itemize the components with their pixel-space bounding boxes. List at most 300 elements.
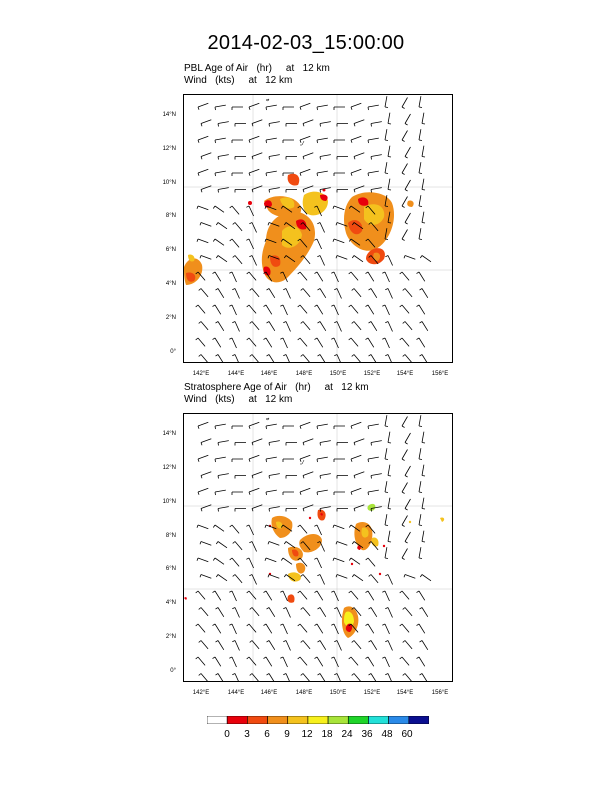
wind-barb <box>336 256 347 260</box>
wind-barb <box>419 514 422 525</box>
wind-barb <box>420 674 428 682</box>
wind-barb <box>246 558 253 568</box>
panel2-xtick: 144°E <box>227 690 245 696</box>
wind-barb <box>403 608 412 616</box>
wind-barb <box>368 138 379 143</box>
wind-barb <box>368 490 379 495</box>
wind-barb <box>417 338 425 347</box>
wind-barb <box>300 488 310 495</box>
wind-barb <box>232 173 243 176</box>
wind-barb <box>298 338 307 346</box>
wind-barb <box>264 305 272 314</box>
wind-barb <box>200 223 211 227</box>
wind-barb <box>213 525 224 531</box>
wind-barb <box>405 532 411 543</box>
wind-barb <box>266 424 277 429</box>
colorbar-swatch <box>409 716 429 724</box>
wind-barb <box>300 136 310 143</box>
wind-barb <box>300 169 310 176</box>
wind-barb <box>419 228 422 239</box>
wind-barb <box>385 448 388 459</box>
wind-barb <box>334 173 345 176</box>
wind-barb <box>215 138 226 143</box>
wind-barb <box>213 591 221 600</box>
wind-barb <box>403 289 412 297</box>
wind-barb <box>334 459 345 462</box>
panel1-ytick: 6°N <box>165 247 176 253</box>
wind-barb <box>252 505 262 512</box>
wind-barb <box>402 483 408 494</box>
wind-barb <box>246 206 253 216</box>
wind-barb <box>252 120 262 127</box>
wind-barb <box>317 575 324 585</box>
wind-barb <box>230 239 239 247</box>
wind-barb <box>402 417 408 428</box>
panel2-xtick: 154°E <box>396 690 414 696</box>
wind-barb <box>402 197 408 208</box>
wind-barb <box>320 122 331 127</box>
wind-barb <box>402 98 408 109</box>
wind-barb <box>232 322 239 332</box>
wind-barb <box>318 289 326 298</box>
wind-barb <box>230 525 239 533</box>
wind-barb <box>385 608 392 618</box>
wind-barb <box>198 455 208 462</box>
wind-barb <box>267 355 275 363</box>
wind-barb <box>385 96 388 107</box>
wind-barb <box>303 439 313 446</box>
wind-barb <box>201 186 211 193</box>
panel1-ytick: 8°N <box>165 213 176 219</box>
wind-barb <box>352 322 361 330</box>
wind-barb <box>420 256 431 262</box>
wind-barb <box>232 459 243 462</box>
wind-barb <box>422 212 425 223</box>
wind-barb <box>215 424 226 429</box>
wind-barb <box>283 492 294 495</box>
wind-barb <box>199 608 208 616</box>
wind-barb <box>351 488 361 495</box>
wind-barb <box>246 239 253 249</box>
wind-barb <box>388 531 391 542</box>
panel1-xtick: 150°E <box>329 371 347 377</box>
wind-barb <box>366 591 374 600</box>
wind-barb <box>402 164 408 175</box>
wind-barb <box>349 305 358 313</box>
wind-barb <box>197 239 208 243</box>
wind-barb <box>334 674 341 682</box>
wind-barb <box>235 476 246 479</box>
wind-barb <box>250 289 259 297</box>
wind-barb <box>303 472 313 479</box>
wind-barb <box>354 120 364 127</box>
wind-barb <box>420 575 431 581</box>
wind-barb <box>331 338 338 348</box>
wind-barb <box>301 608 310 616</box>
wind-barb <box>337 124 348 127</box>
panel1-title-line2: Wind (kts) at 12 km <box>184 75 293 86</box>
wind-barb <box>351 455 361 462</box>
wind-barb <box>269 441 280 446</box>
wind-barb <box>388 498 391 509</box>
wind-barb <box>388 146 391 157</box>
colorbar-label: 12 <box>301 729 313 740</box>
wind-barb <box>315 305 323 314</box>
wind-barb <box>264 591 272 600</box>
wind-barb <box>264 338 272 347</box>
colorbar-label: 0 <box>224 729 230 740</box>
wind-barb <box>334 426 345 429</box>
wind-barb <box>318 322 326 331</box>
wind-barb <box>269 122 280 127</box>
wind-barb <box>300 103 310 110</box>
wind-barb <box>298 272 307 280</box>
wind-barb <box>315 338 323 347</box>
wind-barb <box>318 674 326 682</box>
panel2-ytick: 2°N <box>165 634 176 640</box>
wind-barb <box>419 547 422 558</box>
wind-barb <box>331 591 338 601</box>
wind-barb <box>354 186 364 193</box>
wind-barb <box>301 322 310 330</box>
wind-barb <box>232 674 239 682</box>
wind-barb <box>417 657 425 666</box>
wind-barb <box>314 525 321 535</box>
wind-barb <box>336 575 347 579</box>
wind-barb <box>419 162 422 173</box>
wind-barb <box>420 355 428 363</box>
wind-barb <box>419 481 422 492</box>
wind-barb <box>213 657 221 666</box>
wind-barb <box>196 657 205 665</box>
wind-barb <box>283 322 290 332</box>
wind-barb <box>199 289 208 297</box>
wind-barb <box>301 641 310 649</box>
wind-barb <box>213 305 221 314</box>
wind-barb <box>298 624 307 632</box>
wind-barb <box>385 481 388 492</box>
wind-barb <box>320 474 331 479</box>
panel2-svg <box>184 414 452 681</box>
wind-barb <box>403 355 412 363</box>
wind-barb <box>371 474 382 479</box>
wind-barb <box>229 624 236 634</box>
wind-barb <box>317 105 328 110</box>
wind-barb <box>400 272 409 280</box>
panel2-ytick: 14°N <box>162 431 176 437</box>
wind-barb <box>419 195 422 206</box>
wind-barb <box>266 457 277 462</box>
wind-barb <box>354 505 364 512</box>
wind-barb <box>216 641 224 650</box>
wind-barb <box>269 155 280 160</box>
wind-barb <box>252 472 262 479</box>
wind-barb <box>264 657 272 666</box>
wind-barb <box>385 674 392 682</box>
wind-barb <box>417 272 425 281</box>
wind-barb <box>247 591 256 599</box>
wind-barb <box>269 507 280 512</box>
wind-barb <box>216 674 224 682</box>
wind-barb <box>199 322 208 330</box>
wind-barb <box>250 355 259 363</box>
colorbar-label: 9 <box>284 729 290 740</box>
panel2-title-line2: Wind (kts) at 12 km <box>184 394 293 405</box>
wind-barb <box>419 415 422 426</box>
wind-barb <box>337 190 348 193</box>
wind-barb <box>216 223 227 229</box>
wind-barb <box>366 558 375 566</box>
colorbar-label: 3 <box>244 729 250 740</box>
wind-barb <box>400 305 409 313</box>
wind-barb <box>229 338 236 348</box>
colorbar-label: 48 <box>381 729 393 740</box>
wind-barb <box>349 272 358 280</box>
wind-barb <box>382 338 389 348</box>
colorbar-label: 6 <box>264 729 270 740</box>
wind-barb <box>320 155 331 160</box>
wind-barb <box>232 355 239 363</box>
wind-barb <box>286 476 297 479</box>
wind-barb <box>249 422 259 429</box>
wind-barb <box>334 289 341 299</box>
wind-barb <box>249 136 259 143</box>
colorbar-svg <box>207 716 429 724</box>
wind-barb <box>298 525 307 533</box>
panel2-map <box>183 413 453 682</box>
wind-barb <box>337 509 348 512</box>
wind-barb <box>349 591 358 599</box>
wind-barb <box>267 322 275 331</box>
wind-barb <box>197 206 208 210</box>
wind-barb <box>233 542 242 550</box>
wind-barb <box>281 558 292 564</box>
wind-barb <box>420 608 428 617</box>
wind-barb <box>280 657 287 667</box>
wind-barb <box>368 457 379 462</box>
wind-barb <box>232 492 243 495</box>
wind-barb <box>334 641 341 651</box>
wind-barb <box>249 455 259 462</box>
panel1-map <box>183 94 453 363</box>
wind-barb <box>298 305 307 313</box>
wind-barb <box>404 575 415 579</box>
wind-barb <box>331 272 338 282</box>
wind-barb <box>230 206 239 214</box>
wind-barb <box>196 624 205 632</box>
colorbar-swatch <box>348 716 368 724</box>
wind-barb <box>283 674 290 682</box>
wind-barb <box>366 657 374 666</box>
wind-barb <box>196 591 205 599</box>
colorbar-swatch <box>308 716 328 724</box>
wind-barb <box>235 443 246 446</box>
colorbar <box>207 716 429 724</box>
wind-barb <box>351 136 361 143</box>
wind-barb <box>229 591 236 601</box>
colorbar-swatch <box>368 716 388 724</box>
wind-barb <box>388 113 391 124</box>
wind-barb <box>280 338 287 348</box>
wind-barb <box>218 507 229 512</box>
wind-barb <box>198 136 208 143</box>
wind-barb <box>199 641 208 649</box>
wind-barb <box>349 657 358 665</box>
wind-barb <box>419 448 422 459</box>
wind-barb <box>216 289 224 298</box>
wind-barb <box>334 492 345 495</box>
wind-barb <box>315 657 323 666</box>
wind-barb <box>198 103 208 110</box>
wind-barb <box>331 305 338 315</box>
colorbar-label: 60 <box>401 729 413 740</box>
wind-barb <box>232 426 243 429</box>
wind-barb <box>265 558 276 562</box>
wind-barb <box>247 305 256 313</box>
wind-barb <box>284 542 295 548</box>
wind-barb <box>369 289 377 298</box>
wind-barb <box>388 465 391 476</box>
wind-barb <box>232 289 239 299</box>
wind-barb <box>198 422 208 429</box>
panel2-title-line1: Stratosphere Age of Air (hr) at 12 km <box>184 382 369 393</box>
wind-barb <box>247 657 256 665</box>
wind-barb <box>286 190 297 193</box>
wind-barb <box>366 272 374 281</box>
wind-barb <box>229 272 236 282</box>
wind-barb <box>218 122 229 127</box>
wind-barb <box>201 472 211 479</box>
wind-barb <box>422 432 425 443</box>
wind-barb <box>371 188 382 193</box>
colorbar-swatch <box>328 716 348 724</box>
wind-barb <box>283 107 294 110</box>
wind-barb <box>196 305 205 313</box>
colorbar-swatch <box>247 716 267 724</box>
wind-barb <box>230 558 239 566</box>
panel2-xtick: 146°E <box>260 690 278 696</box>
panel2-xtick: 148°E <box>295 690 313 696</box>
wind-barb <box>403 322 412 330</box>
wind-barb <box>351 422 361 429</box>
wind-barb <box>317 171 328 176</box>
wind-barb <box>215 105 226 110</box>
wind-barb <box>232 641 239 651</box>
panel2-xtick: 142°E <box>192 690 210 696</box>
wind-barb <box>213 272 221 281</box>
wind-barb <box>250 322 259 330</box>
wind-barb <box>405 499 411 510</box>
wind-barb <box>246 525 253 535</box>
wind-barb <box>229 657 236 667</box>
wind-barb <box>303 505 313 512</box>
panel1-svg <box>184 95 452 362</box>
wind-barb <box>420 641 428 650</box>
wind-barb <box>252 186 262 193</box>
wind-barb <box>283 140 294 143</box>
wind-barb <box>405 114 411 125</box>
wind-barb <box>298 591 307 599</box>
wind-barb <box>405 180 411 191</box>
panel2-ytick: 12°N <box>162 465 176 471</box>
wind-barb <box>250 641 259 649</box>
wind-barb <box>249 169 259 176</box>
wind-barb <box>300 455 310 462</box>
wind-barb <box>369 575 378 583</box>
wind-barb <box>213 206 224 212</box>
wind-barb <box>266 105 277 110</box>
wind-barb <box>315 624 323 633</box>
wind-barb <box>419 96 422 107</box>
wind-barb <box>267 608 275 617</box>
wind-barb <box>422 179 425 190</box>
wind-barb <box>402 131 408 142</box>
wind-barb <box>371 155 382 160</box>
wind-barb <box>405 213 411 224</box>
wind-barb <box>382 657 389 667</box>
wind-barb <box>417 305 425 314</box>
wind-barb <box>300 422 310 429</box>
wind-barb <box>402 549 408 560</box>
wind-barb <box>286 443 297 446</box>
wind-barb <box>354 439 364 446</box>
wind-barb <box>422 465 425 476</box>
wind-barb <box>317 424 328 429</box>
wind-barb <box>349 338 358 346</box>
wind-barb <box>336 542 347 546</box>
wind-barb <box>334 608 341 618</box>
wind-barb <box>400 338 409 346</box>
wind-barb <box>213 338 221 347</box>
wind-barb <box>403 674 412 682</box>
wind-barb <box>283 459 294 462</box>
wind-barb <box>317 223 324 233</box>
wind-barb <box>235 509 246 512</box>
wind-barb <box>280 624 287 634</box>
wind-barb <box>318 641 326 650</box>
colorbar-label: 24 <box>341 729 353 740</box>
wind-barb <box>351 169 361 176</box>
panel1-xtick: 142°E <box>192 371 210 377</box>
wind-barb <box>385 415 388 426</box>
wind-barb <box>283 426 294 429</box>
wind-barb <box>301 674 310 682</box>
wind-barb <box>349 558 360 564</box>
wind-barb <box>318 608 326 617</box>
wind-barb <box>354 153 364 160</box>
wind-barb <box>216 608 224 617</box>
wind-barb <box>218 188 229 193</box>
wind-barb <box>250 608 259 616</box>
wind-barb <box>352 575 363 581</box>
wind-barb <box>286 157 297 160</box>
wind-barb <box>420 322 428 331</box>
panel1-gridlines <box>184 95 452 362</box>
wind-barb <box>269 474 280 479</box>
panel1-title-line1: PBL Age of Air (hr) at 12 km <box>184 63 330 74</box>
wind-barb <box>318 355 326 363</box>
wind-barb <box>252 153 262 160</box>
wind-barb <box>333 206 344 210</box>
wind-barb <box>337 476 348 479</box>
wind-barb <box>405 433 411 444</box>
wind-barb <box>232 608 239 618</box>
wind-barb <box>388 432 391 443</box>
wind-barb <box>314 239 321 249</box>
wind-barb <box>352 674 361 682</box>
panel2-ytick: 4°N <box>165 600 176 606</box>
wind-barb <box>422 498 425 509</box>
